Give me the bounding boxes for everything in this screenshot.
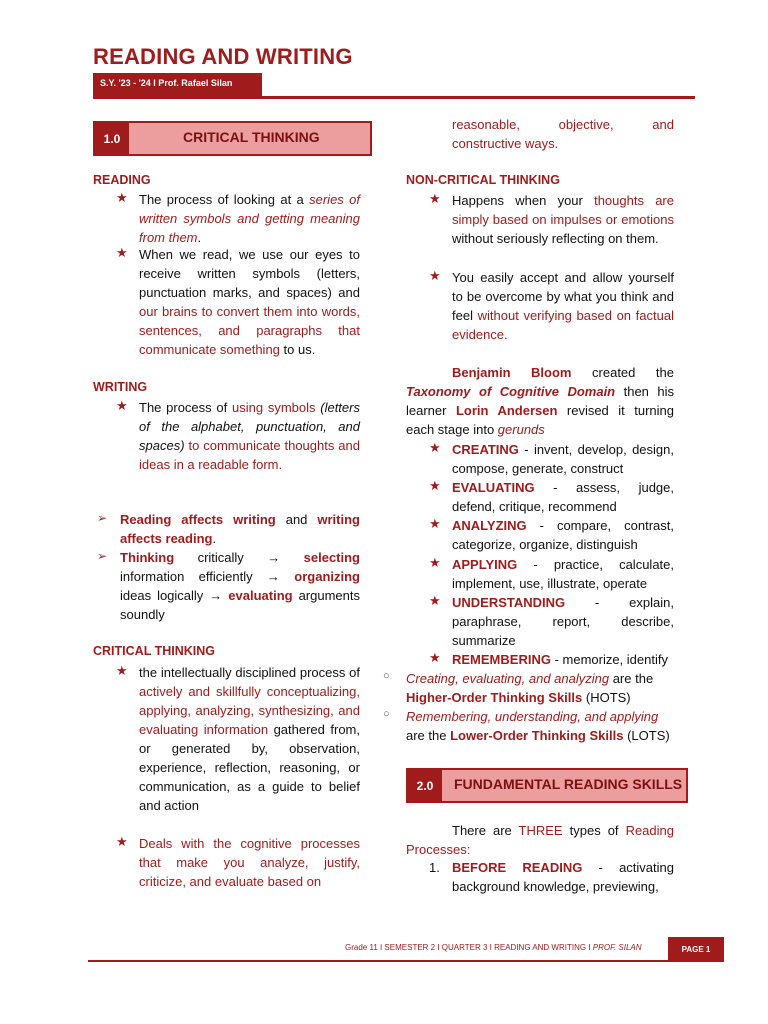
section-1-number: 1.0 [95, 123, 129, 154]
writing-heading: WRITING [93, 380, 148, 394]
lots-note: Remembering, understanding, and applying are the Lower-Order Thinking Skills (LOTS) [406, 709, 670, 743]
header-divider [93, 96, 695, 99]
section-2-title: FUNDAMENTAL READING SKILLS [454, 776, 683, 792]
arrow-item-1: Reading affects writing and writing affects reading. [120, 512, 360, 546]
continued-text: reasonable, objective, and constructive ways. [452, 117, 674, 151]
star-bullet-icon: ★ [429, 440, 441, 455]
taxonomy-item-creating: CREATING - invent, develop, design, compose, generate, construct [452, 442, 674, 476]
taxonomy-item-remembering: REMEMBERING - memorize, identify [452, 652, 668, 667]
star-bullet-icon: ★ [429, 516, 441, 531]
document-title: READING AND WRITING [93, 44, 353, 69]
star-bullet-icon: ★ [429, 593, 441, 608]
taxonomy-item-understanding: UNDERSTANDING - explain, paraphrase, report, describe, summarize [452, 595, 674, 648]
non-critical-thinking-heading: NON-CRITICAL THINKING [406, 173, 560, 187]
taxonomy-item-analyzing: ANALYZING - compare, contrast, categorize, organize, distinguish [452, 518, 674, 552]
arrow-bullet-icon: ➢ [97, 549, 108, 563]
star-bullet-icon: ★ [429, 478, 441, 493]
arrow-item-2: Thinking critically → selecting information efficiently → organizing ideas logically → evaluating arguments soundly [120, 550, 360, 622]
star-bullet-icon: ★ [429, 268, 441, 283]
page-number: PAGE 1 [668, 937, 724, 961]
reading-process-1: BEFORE READING - activating background knowledge, previewing, [452, 860, 674, 894]
critical-thinking-bullet-2: Deals with the cognitive processes that make you analyze, justify, criticize, and evaluate based on [139, 836, 360, 889]
star-bullet-icon: ★ [429, 650, 441, 665]
subtitle-text: S.Y. '23 - '24 I Prof. Rafael Silan [100, 78, 233, 88]
taxonomy-item-applying: APPLYING - practice, calculate, implement, use, illustrate, operate [452, 557, 674, 591]
reading-heading: READING [93, 173, 151, 187]
footer-text: Grade 11 I SEMESTER 2 I QUARTER 3 I READING AND WRITING I PROF. SILAN [345, 943, 642, 952]
star-bullet-icon: ★ [116, 245, 128, 260]
section-2-number: 2.0 [408, 770, 442, 801]
reading-processes-intro: There are THREE types of Reading Processes: [406, 823, 674, 857]
star-bullet-icon: ★ [116, 398, 128, 413]
reading-bullet-2: When we read, we use our eyes to receive written symbols (letters, punctuation marks, and spaces) and our brains to convert them into words, sentences, and paragraphs that communicate something to us. [139, 247, 360, 357]
non-critical-bullet-1: Happens when your thoughts are simply based on impulses or emotions without seriously reflecting on them. [452, 193, 674, 246]
circle-bullet-icon: ○ [383, 670, 390, 682]
non-critical-bullet-2: You easily accept and allow yourself to be overcome by what you think and feel without verifying based on factual evidence. [452, 270, 674, 342]
writing-bullet-1: The process of using symbols (letters of the alphabet, punctuation, and spaces) to communicate thoughts and ideas in a readable form. [139, 400, 360, 472]
star-bullet-icon: ★ [116, 663, 128, 678]
bloom-paragraph: Benjamin Bloom created the Taxonomy of Cognitive Domain then his learner Lorin Andersen revised it turning each stage into gerunds [406, 365, 674, 437]
star-bullet-icon: ★ [116, 834, 128, 849]
footer-divider [88, 960, 724, 962]
critical-thinking-bullet-1: the intellectually disciplined process of actively and skillfully conceptualizing, applying, analyzing, synthesizing, and evaluating information gathered from, or generated by, observation, experience, reflection, reasoning, or communication, as a guide to belief and action [139, 665, 360, 813]
arrow-bullet-icon: ➢ [97, 511, 108, 525]
list-number: 1. [429, 860, 440, 875]
star-bullet-icon: ★ [429, 555, 441, 570]
star-bullet-icon: ★ [429, 191, 441, 206]
star-bullet-icon: ★ [116, 190, 128, 205]
critical-thinking-heading: CRITICAL THINKING [93, 644, 215, 658]
hots-note: Creating, evaluating, and analyzing are the Higher-Order Thinking Skills (HOTS) [406, 671, 654, 705]
taxonomy-item-evaluating: EVALUATING - assess, judge, defend, critique, recommend [452, 480, 674, 514]
circle-bullet-icon: ○ [383, 708, 390, 720]
reading-bullet-1: The process of looking at a series of written symbols and getting meaning from them. [139, 192, 360, 245]
section-1-title: CRITICAL THINKING [183, 129, 320, 145]
